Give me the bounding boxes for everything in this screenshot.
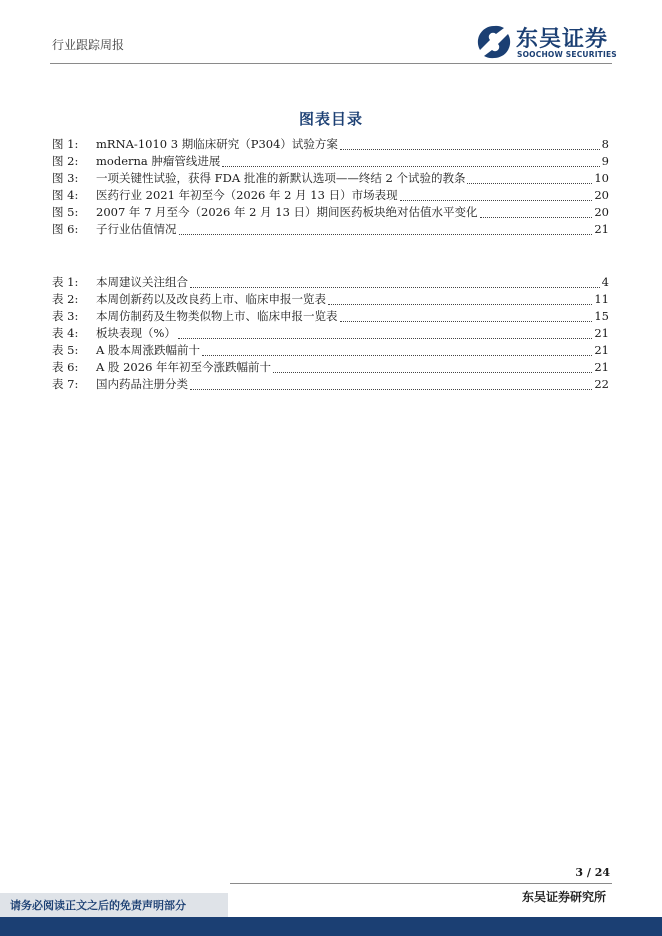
toc-figure-entry[interactable] <box>52 170 609 187</box>
dot-leader <box>328 303 592 305</box>
figure-list <box>52 136 609 238</box>
entry-page: 21 <box>594 343 609 357</box>
entry-number: 表 1: <box>52 275 79 289</box>
footer-bar <box>0 917 662 936</box>
toc-table-entry[interactable] <box>52 342 609 359</box>
entry-page: 15 <box>594 309 609 323</box>
entry-number: 表 2: <box>52 292 79 306</box>
entry-title: mRNA-1010 3 期临床研究（P304）试验方案 <box>96 137 338 151</box>
dot-leader <box>340 320 593 322</box>
entry-page: 20 <box>594 188 609 202</box>
dot-leader <box>273 371 592 373</box>
entry-page: 21 <box>594 222 609 236</box>
toc-table-entry[interactable] <box>52 376 609 393</box>
toc-table-entry[interactable] <box>52 308 609 325</box>
entry-number: 图 2: <box>52 154 79 168</box>
toc-table-entry[interactable] <box>52 274 609 291</box>
dot-leader <box>340 148 600 150</box>
entry-page: 20 <box>594 205 609 219</box>
entry-title: 板块表现（%） <box>96 326 176 340</box>
entry-number: 图 6: <box>52 222 79 236</box>
page-number: 3 / 24 <box>575 866 610 879</box>
entry-title: 子行业估值情况 <box>96 222 177 236</box>
toc-table-entry[interactable] <box>52 325 609 342</box>
entry-number: 表 3: <box>52 309 79 323</box>
entry-title: 本周创新药以及改良药上市、临床申报一览表 <box>96 292 326 306</box>
logo-mark-icon <box>476 24 512 60</box>
dot-leader <box>178 337 592 339</box>
disclaimer-box <box>0 893 228 917</box>
dot-leader <box>190 388 592 390</box>
dot-leader <box>222 165 599 167</box>
entry-number: 表 7: <box>52 377 79 391</box>
toc-table-entry[interactable] <box>52 291 609 308</box>
logo-english-name: SOOCHOW SECURITIES <box>517 50 617 59</box>
entry-title: 国内药品注册分类 <box>96 377 188 391</box>
entry-number: 表 4: <box>52 326 79 340</box>
entry-page: 8 <box>601 137 609 151</box>
logo-chinese-name: 东吴证券 <box>516 27 609 52</box>
entry-page: 9 <box>601 154 609 168</box>
dot-leader <box>480 216 593 218</box>
toc-figure-entry[interactable] <box>52 204 609 221</box>
entry-title: A 股本周涨跌幅前十 <box>96 343 200 357</box>
toc-table-entry[interactable] <box>52 359 609 376</box>
toc-figure-entry[interactable] <box>52 221 609 238</box>
dot-leader <box>400 199 593 201</box>
institute-name: 东吴证券研究所 <box>521 890 606 904</box>
table-list <box>52 274 609 393</box>
entry-title: A 股 2026 年年初至今涨跌幅前十 <box>96 360 272 374</box>
dot-leader <box>190 286 600 288</box>
entry-number: 图 3: <box>52 171 79 185</box>
entry-page: 21 <box>594 360 609 374</box>
disclaimer-text: 请务必阅读正文之后的免责声明部分 <box>10 899 186 912</box>
toc-title: 图表目录 <box>298 110 363 128</box>
entry-title: moderna 肿瘤管线进展 <box>96 154 221 168</box>
header-divider <box>50 63 612 64</box>
entry-number: 图 5: <box>52 205 79 219</box>
entry-number: 图 4: <box>52 188 79 202</box>
entry-title: 本周仿制药及生物类似物上市、临床申报一览表 <box>96 309 338 323</box>
entry-title: 一项关键性试验，获得 FDA 批准的新默认选项——终结 2 个试验的教条 <box>96 171 466 185</box>
toc-figure-entry[interactable] <box>52 187 609 204</box>
entry-page: 21 <box>594 326 609 340</box>
dot-leader <box>202 354 592 356</box>
entry-number: 表 5: <box>52 343 79 357</box>
entry-title: 本周建议关注组合 <box>96 275 188 289</box>
entry-title: 2007 年 7 月至今（2026 年 2 月 13 日）期间医药板块绝对估值水平变化 <box>96 205 478 219</box>
footer-divider <box>230 883 612 884</box>
entry-page: 11 <box>594 292 609 306</box>
entry-title: 医药行业 2021 年初至今（2026 年 2 月 13 日）市场表现 <box>96 188 398 202</box>
entry-page: 10 <box>594 171 609 185</box>
toc-figure-entry[interactable] <box>52 136 609 153</box>
dot-leader <box>179 233 593 235</box>
entry-number: 图 1: <box>52 137 79 151</box>
dot-leader <box>467 182 592 184</box>
company-logo <box>476 24 626 60</box>
header-report-type: 行业跟踪周报 <box>52 38 125 52</box>
entry-page: 22 <box>594 377 609 391</box>
toc-figure-entry[interactable] <box>52 153 609 170</box>
entry-number: 表 6: <box>52 360 79 374</box>
entry-page: 4 <box>601 275 609 289</box>
